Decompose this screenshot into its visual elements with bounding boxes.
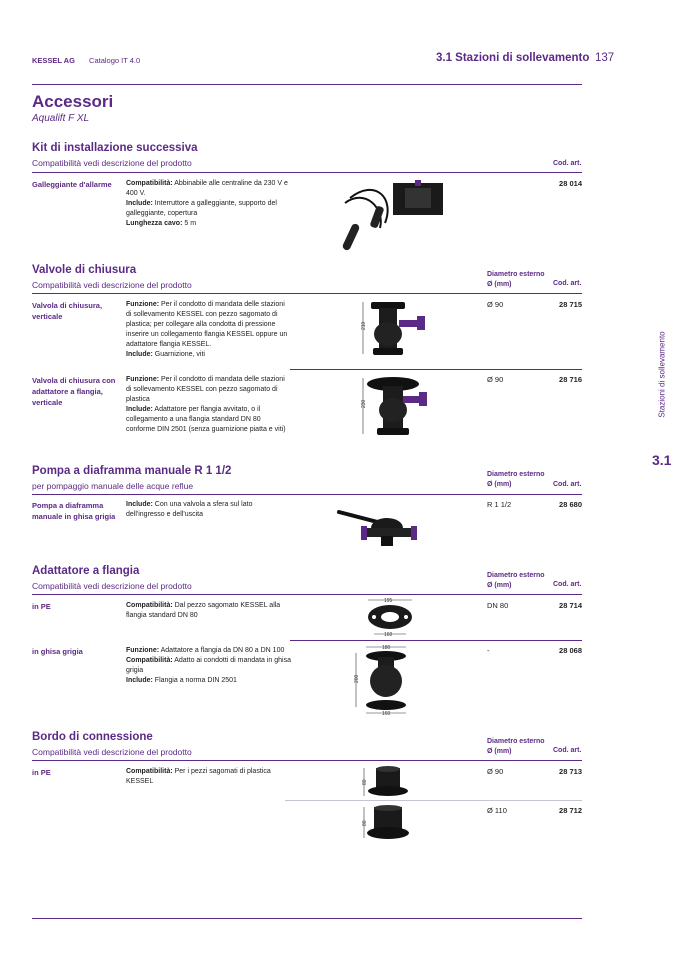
code-header: Cod. art. bbox=[553, 280, 582, 287]
section-title: Adattatore a flangia bbox=[32, 565, 140, 577]
catalog-label: Catalogo IT 4.0 bbox=[89, 56, 141, 65]
svg-text:80: 80 bbox=[362, 779, 368, 785]
section-subtitle: Compatibilità vedi descrizione del prodotto bbox=[32, 280, 192, 290]
item-description: Funzione: Per il condotto di mandata delle stazioni di sollevamento KESSEL con pezzo sagomato di plastica; per collegare alla condotta di pressione inserire un collegamento flangia KESSEL oppure un adattatore flangia KESSEL. Include: Guarnizione, viti bbox=[126, 301, 288, 358]
diameter-header: Diametro esterno Ø (mm) bbox=[487, 738, 545, 755]
brand-label: KESSEL AG bbox=[32, 56, 75, 65]
svg-text:200: 200 bbox=[354, 674, 360, 683]
footer-divider bbox=[32, 918, 582, 919]
item-description: Funzione: Adattatore a flangia da DN 80 a DN 100 Compatibilità: Adatto ai condotti di mandata in ghisa grigia Include: Flangia a norma DIN 2501 bbox=[126, 647, 291, 684]
item-code: 28 712 bbox=[559, 806, 582, 815]
header-section-title: 3.1 Stazioni di sollevamento bbox=[436, 52, 590, 64]
code-header: Cod. art. bbox=[553, 747, 582, 754]
page-title: Accessori bbox=[32, 92, 114, 111]
svg-text:160: 160 bbox=[382, 711, 391, 717]
row-divider bbox=[290, 640, 582, 641]
item-description: Compatibilità: Dal pezzo sagomato KESSEL alla flangia standard DN 80 bbox=[126, 602, 281, 619]
item-name: Valvola di chiusura, verticale bbox=[32, 301, 103, 321]
item-code: 28 680 bbox=[559, 500, 582, 509]
row-divider bbox=[290, 369, 582, 370]
item-code: 28 014 bbox=[559, 179, 582, 188]
sidebar-tab bbox=[652, 320, 666, 440]
page-subtitle: Aqualift F XL bbox=[32, 113, 90, 124]
section-subtitle: per pompaggio manuale delle acque reflue bbox=[32, 481, 194, 491]
section-divider bbox=[32, 293, 582, 294]
code-header: Cod. art. bbox=[553, 160, 582, 167]
section-title: Pompa a diaframma manuale R 1 1/2 bbox=[32, 465, 232, 477]
item-code: 28 716 bbox=[559, 375, 582, 384]
item-name: Valvola di chiusura con adattatore a flangia, verticale bbox=[32, 376, 116, 407]
svg-text:160: 160 bbox=[384, 632, 393, 638]
item-description: Include: Con una valvola a sfera sul lato dell'ingresso e dell'uscita bbox=[126, 501, 253, 518]
flange-adapter-pe-image bbox=[360, 596, 420, 638]
diameter-header: Diametro esterno Ø (mm) bbox=[487, 572, 545, 589]
item-code: 28 713 bbox=[559, 767, 582, 776]
item-diameter: Ø 110 bbox=[487, 806, 507, 815]
item-name: Galleggiante d'allarme bbox=[32, 180, 112, 189]
row-divider bbox=[285, 800, 582, 801]
item-code: 28 068 bbox=[559, 646, 582, 655]
svg-text:80: 80 bbox=[362, 820, 368, 826]
section-divider bbox=[32, 172, 582, 173]
item-code: 28 715 bbox=[559, 300, 582, 309]
item-description: Compatibilità: Abbinabile alle centraline da 230 V e 400 V. Include: Interruttore a galleggiante, supporto del galleggiante, copertura Lunghezza cavo: 5 m bbox=[126, 180, 288, 227]
item-diameter: - bbox=[487, 646, 490, 655]
valve-flange-image bbox=[355, 374, 435, 440]
section-title: Kit di installazione successiva bbox=[32, 142, 198, 154]
section-subtitle: Compatibilità vedi descrizione del prodotto bbox=[32, 747, 192, 757]
item-diameter: R 1 1/2 bbox=[487, 500, 512, 509]
section-subtitle: Compatibilità vedi descrizione del prodotto bbox=[32, 158, 192, 168]
valve-vertical-image bbox=[355, 298, 435, 360]
page-number: 137 bbox=[595, 52, 615, 64]
svg-text:230: 230 bbox=[361, 399, 367, 408]
item-name: in PE bbox=[32, 602, 51, 611]
item-diameter: DN 80 bbox=[487, 601, 509, 610]
item-name: in PE bbox=[32, 768, 51, 777]
connection-edge-90-image bbox=[356, 765, 412, 799]
section-divider bbox=[32, 594, 582, 595]
code-header: Cod. art. bbox=[553, 581, 582, 588]
item-code: 28 714 bbox=[559, 601, 582, 610]
item-name: in ghisa grigia bbox=[32, 647, 83, 656]
flange-adapter-cast-iron-image bbox=[350, 643, 420, 717]
sidebar-number: 3.1 bbox=[652, 452, 672, 468]
section-divider bbox=[32, 494, 582, 495]
section-title: Bordo di connessione bbox=[32, 731, 153, 743]
svg-text:210: 210 bbox=[361, 321, 367, 330]
item-description: Funzione: Per il condotto di mandata delle stazioni di sollevamento KESSEL con pezzo sagomato di plastica Include: Adattatore per flangia avvitato, o il collegamento a una flangia standard DN 80 conforme DIN 2501 (senza guarnizione piatta e viti) bbox=[126, 376, 286, 433]
diameter-header: Diametro esterno Ø (mm) bbox=[487, 271, 545, 288]
item-diameter: Ø 90 bbox=[487, 375, 504, 384]
sidebar-label: Stazioni di sollevamento bbox=[657, 331, 667, 418]
section-subtitle: Compatibilità vedi descrizione del prodotto bbox=[32, 581, 192, 591]
float-switch-image bbox=[335, 178, 455, 258]
connection-edge-110-image bbox=[356, 804, 412, 842]
item-diameter: Ø 90 bbox=[487, 300, 504, 309]
code-header: Cod. art. bbox=[553, 481, 582, 488]
item-name: Pompa a diaframma manuale in ghisa grigia bbox=[32, 501, 116, 521]
diaphragm-pump-image bbox=[335, 498, 425, 550]
svg-text:180: 180 bbox=[382, 645, 391, 651]
header-divider bbox=[32, 84, 582, 85]
section-divider bbox=[32, 760, 582, 761]
item-description: Compatibilità: Per i pezzi sagomati di plastica KESSEL bbox=[126, 768, 271, 785]
section-title: Valvole di chiusura bbox=[32, 264, 137, 276]
diameter-header: Diametro esterno Ø (mm) bbox=[487, 471, 545, 488]
item-diameter: Ø 90 bbox=[487, 767, 504, 776]
svg-text:195: 195 bbox=[384, 598, 393, 604]
header-left bbox=[32, 56, 140, 65]
